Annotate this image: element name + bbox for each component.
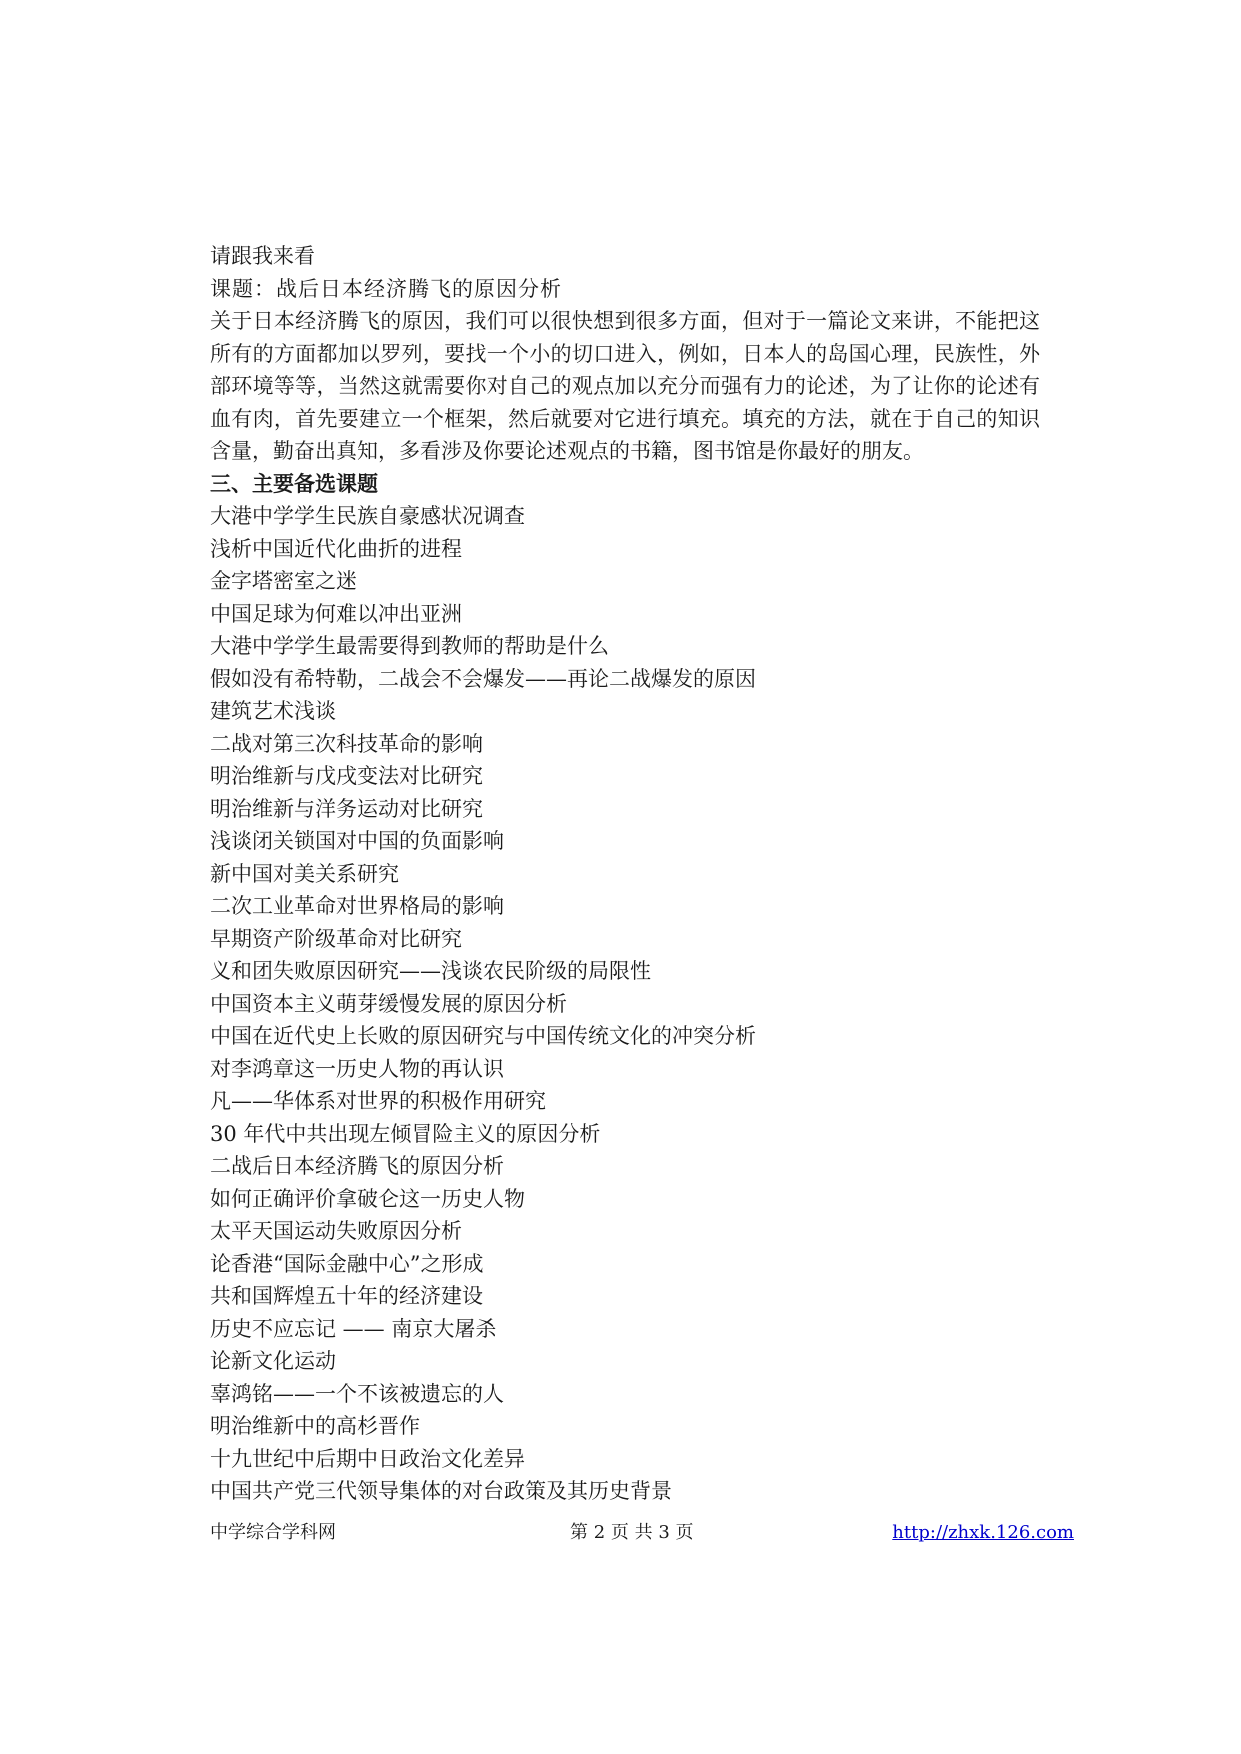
topic-list-item: 二次工业革命对世界格局的影响 bbox=[210, 894, 504, 918]
footer-site-name: 中学综合学科网 bbox=[210, 1522, 336, 1543]
topic-list-item: 凡——华体系对世界的积极作用研究 bbox=[210, 1089, 546, 1113]
topic-list-item: 浅析中国近代化曲折的进程 bbox=[210, 536, 462, 561]
document-body bbox=[210, 240, 1050, 1508]
topic-list-item: 新中国对美关系研究 bbox=[210, 861, 399, 886]
topic-list-item: 历史不应忘记 —— 南京大屠杀 bbox=[210, 1316, 497, 1341]
topic-list-item: 如何正确评价拿破仑这一历史人物 bbox=[210, 1186, 525, 1211]
topic-list-item: 大港中学学生民族自豪感状况调查 bbox=[210, 504, 525, 528]
topic-list-item: 假如没有希特勒，二战会不会爆发——再论二战爆发的原因 bbox=[210, 666, 756, 691]
topic-list-item: 中国资本主义萌芽缓慢发展的原因分析 bbox=[210, 991, 567, 1016]
topic-list-item: 中国在近代史上长败的原因研究与中国传统文化的冲突分析 bbox=[210, 1024, 756, 1048]
page-footer bbox=[210, 1521, 1074, 1545]
footer-url-link[interactable]: http://zhxk.126.com bbox=[892, 1522, 1074, 1543]
topic-list-item: 浅谈闭关锁国对中国的负面影响 bbox=[210, 829, 504, 853]
topic-list-item: 明治维新中的高杉晋作 bbox=[210, 1414, 420, 1438]
topic-list-item: 义和团失败原因研究——浅谈农民阶级的局限性 bbox=[210, 959, 651, 983]
topic-list-item: 大港中学学生最需要得到教师的帮助是什么 bbox=[210, 634, 609, 658]
topic-list-item: 太平天国运动失败原因分析 bbox=[210, 1219, 462, 1243]
footer-page-number: 第 2 页 共 3 页 bbox=[570, 1522, 694, 1543]
topic-list-item: 明治维新与洋务运动对比研究 bbox=[210, 796, 483, 821]
section-heading: 三、主要备选课题 bbox=[210, 470, 378, 496]
topic-list bbox=[210, 500, 1050, 1508]
topic-list-item: 中国足球为何难以冲出亚洲 bbox=[210, 601, 462, 626]
topic-list-item: 共和国辉煌五十年的经济建设 bbox=[210, 1284, 483, 1308]
topic-list-item: 十九世纪中后期中日政治文化差异 bbox=[210, 1446, 525, 1471]
topic-list-item: 对李鸿章这一历史人物的再认识 bbox=[210, 1056, 504, 1081]
topic-list-item: 金字塔密室之迷 bbox=[210, 569, 357, 593]
topic-list-item: 明治维新与戊戌变法对比研究 bbox=[210, 764, 483, 788]
topic-list-item: 论新文化运动 bbox=[210, 1349, 336, 1373]
topic-list-item: 早期资产阶级革命对比研究 bbox=[210, 926, 462, 951]
intro-lead: 请跟我来看 bbox=[210, 244, 315, 268]
topic-list-item: 二战后日本经济腾飞的原因分析 bbox=[210, 1154, 504, 1178]
topic-list-item: 辜鸿铭——一个不该被遗忘的人 bbox=[210, 1381, 504, 1406]
topic-list-item: 二战对第三次科技革命的影响 bbox=[210, 731, 483, 756]
intro-paragraph: 关于日本经济腾飞的原因，我们可以很快想到很多方面，但对于一篇论文来讲，不能把这所有的方面都加以罗列，要找一个小的切口进入，例如，日本人的岛国心理，民族性，外部环境等等，当然这就需要你对自己的观点加以充分而强有力的论述，为了让你的论述有血有肉，首先要建立一个框架，然后就要对它进行填充。填充的方法，就在于自己的知识含量，勤奋出真知，多看涉及你要论述观点的书籍，图书馆是你最好的朋友。 bbox=[210, 309, 1040, 463]
topic-list-item: 30 年代中共出现左倾冒险主义的原因分析 bbox=[210, 1121, 601, 1146]
topic-list-item: 中国共产党三代领导集体的对台政策及其历史背景 bbox=[210, 1479, 672, 1503]
topic-list-item: 建筑艺术浅谈 bbox=[210, 699, 336, 723]
topic-list-item: 论香港“国际金融中心”之形成 bbox=[210, 1251, 484, 1276]
topic-title: 课题：战后日本经济腾飞的原因分析 bbox=[210, 276, 562, 301]
